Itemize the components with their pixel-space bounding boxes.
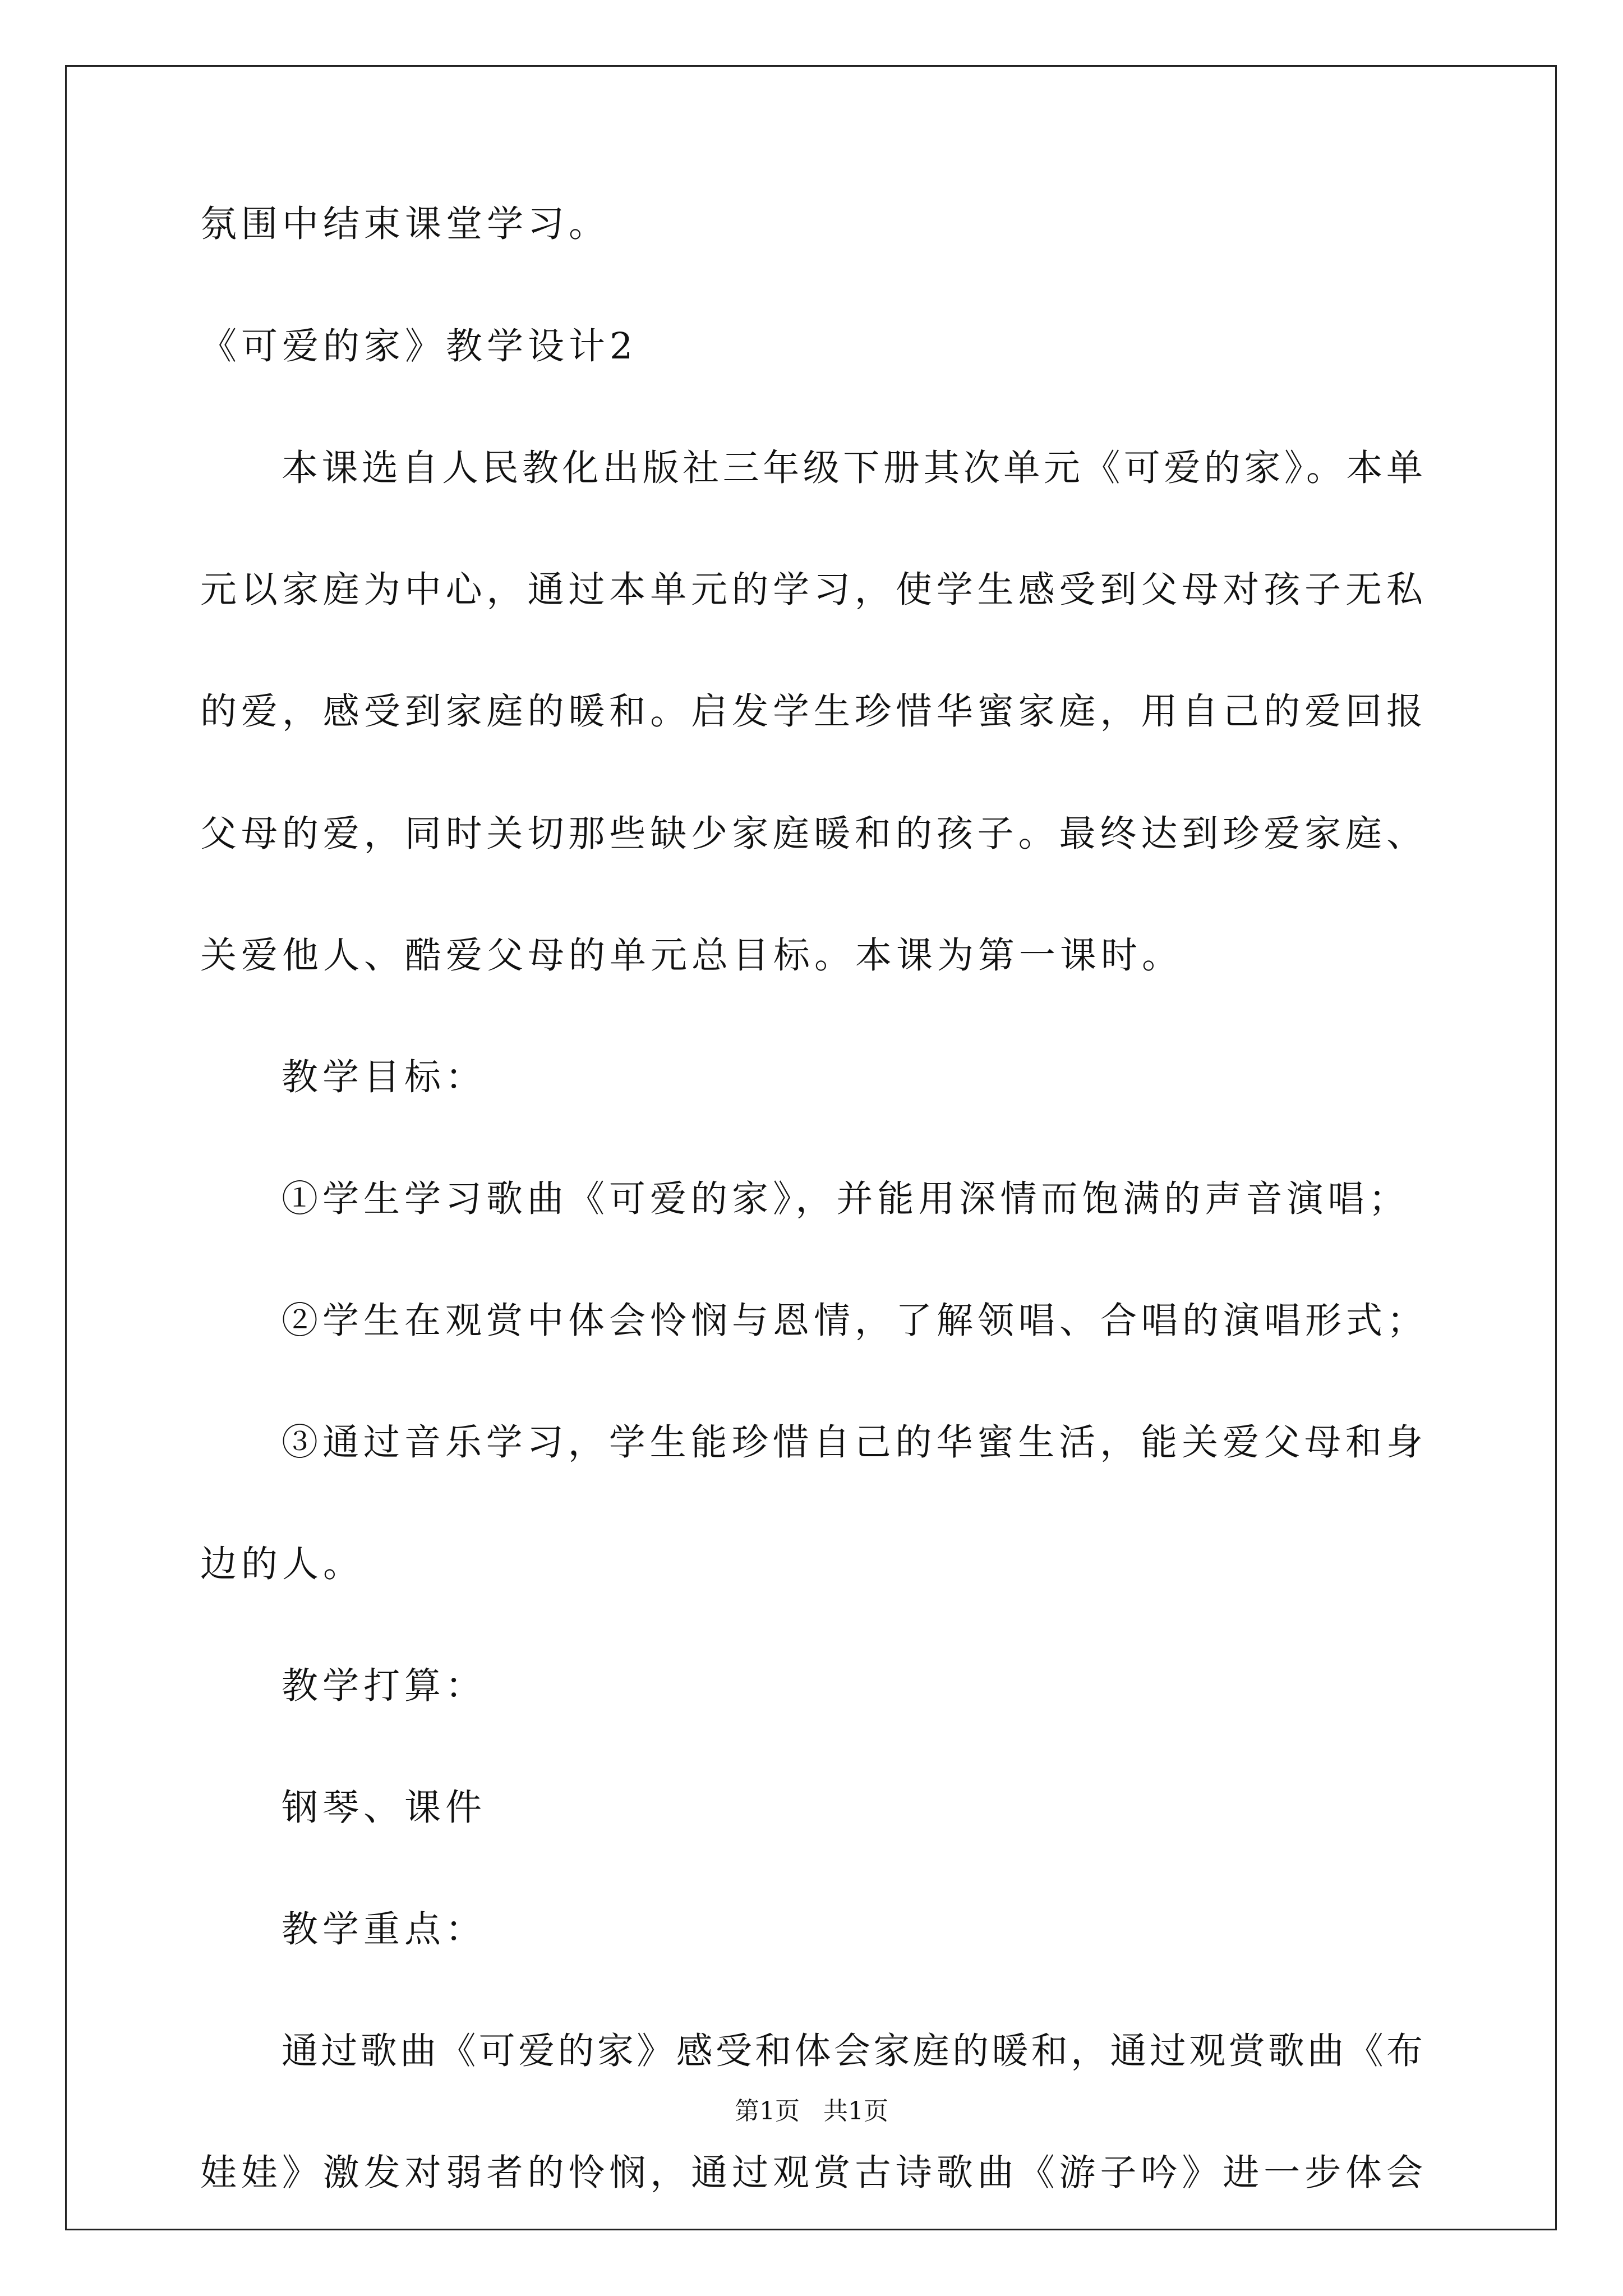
paragraph-line: 本课选自人民教化出版社三年级下册其次单元《可爱的家》。本单: [282, 447, 1423, 489]
subheading-key-points: 教学重点：: [282, 1908, 487, 1950]
paragraph-line: 元以家庭为中心，通过本单元的学习，使学生感受到父母对孩子无私: [200, 569, 1423, 611]
paragraph-line: 娃娃》激发对弱者的怜悯，通过观赏古诗歌曲《游子吟》进一步体会: [200, 2152, 1423, 2194]
page-footer: 第1页 共1页: [735, 2097, 888, 2125]
section-heading: 《可爱的家》教学设计2: [200, 325, 638, 367]
paragraph-line: 边的人。: [200, 1543, 365, 1585]
subheading-objectives: 教学目标：: [282, 1056, 487, 1098]
subheading-preparation: 教学打算：: [282, 1665, 487, 1707]
paragraph-line: 氛围中结束课堂学习。: [200, 203, 610, 245]
paragraph-line: 父母的爱，同时关切那些缺少家庭暖和的孩子。最终达到珍爱家庭、: [200, 813, 1423, 855]
paragraph-line: 通过歌曲《可爱的家》感受和体会家庭的暖和，通过观赏歌曲《布: [282, 2030, 1423, 2072]
paragraph-line: 的爱，感受到家庭的暖和。启发学生珍惜华蜜家庭，用自己的爱回报: [200, 691, 1423, 733]
objective-item: ③通过音乐学习，学生能珍惜自己的华蜜生活，能关爱父母和身: [282, 1421, 1423, 1464]
objective-item: ②学生在观赏中体会怜悯与恩情，了解领唱、合唱的演唱形式；: [282, 1300, 1428, 1342]
paragraph-line: 钢琴、课件: [282, 1787, 487, 1829]
objective-item: ①学生学习歌曲《可爱的家》，并能用深情而饱满的声音演唱；: [282, 1178, 1410, 1220]
paragraph-line: 关爱他人、酷爱父母的单元总目标。本课为第一课时。: [200, 935, 1183, 977]
